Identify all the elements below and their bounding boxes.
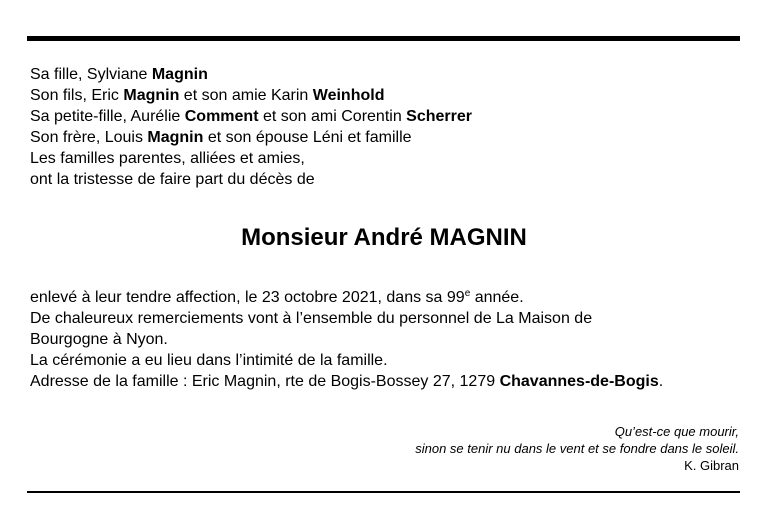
quote-line: sinon se tenir nu dans le vent et se fondre dans le soleil. [415, 441, 739, 456]
quote-author: K. Gibran [684, 458, 739, 473]
top-rule [27, 36, 740, 41]
family-line [30, 127, 730, 148]
family-surname: Scherrer [406, 108, 472, 125]
death-line [30, 287, 730, 308]
family-line-text: et son ami Corentin [258, 108, 407, 125]
family-surname: Magnin [151, 66, 208, 83]
ordinal-superscript: e [464, 288, 471, 299]
family-line-text: Sa petite-fille, Aurélie [30, 108, 185, 125]
family-line-text: et son amie Karin [179, 87, 313, 104]
address-line [30, 371, 730, 392]
family-surname: Comment [184, 108, 259, 125]
quote-block [415, 423, 739, 474]
family-line-text: Sa fille, Sylviane [30, 66, 152, 83]
quote-line: Qu’est-ce que mourir, [614, 424, 739, 439]
family-line [30, 169, 730, 190]
family-line-text: Son fils, Eric [30, 87, 124, 104]
family-surname: Weinhold [312, 87, 385, 104]
death-text: enlevé à leur tendre affection, le 23 octobre 2021, dans sa 99 [30, 289, 465, 306]
deceased-name: Monsieur André MAGNIN [241, 224, 527, 251]
ceremony-line: La cérémonie a eu lieu dans l’intimité de la famille. [30, 352, 388, 369]
notice-details [30, 287, 730, 392]
thanks-line: Bourgogne à Nyon. [30, 331, 168, 348]
family-line-text: ont la tristesse de faire part du décès de [30, 171, 315, 188]
family-line [30, 106, 730, 127]
family-line-text: et son épouse Léni et famille [203, 129, 412, 146]
address-locality: Chavannes-de-Bogis [499, 373, 659, 390]
family-line-text: Les familles parentes, alliées et amies, [30, 150, 305, 167]
bottom-rule [27, 491, 740, 493]
family-line [30, 148, 730, 169]
death-text-end: année. [470, 289, 524, 306]
family-line [30, 85, 730, 106]
family-surname: Magnin [147, 129, 204, 146]
family-list [30, 64, 730, 190]
thanks-line: De chaleureux remerciements vont à l’ensemble du personnel de La Maison de [30, 310, 593, 327]
family-surname: Magnin [123, 87, 180, 104]
address-text: Adresse de la famille : Eric Magnin, rte de Bogis-Bossey 27, 1279 [30, 373, 500, 390]
family-line-text: Son frère, Louis [30, 129, 148, 146]
address-end: . [658, 373, 664, 390]
family-line [30, 64, 730, 85]
